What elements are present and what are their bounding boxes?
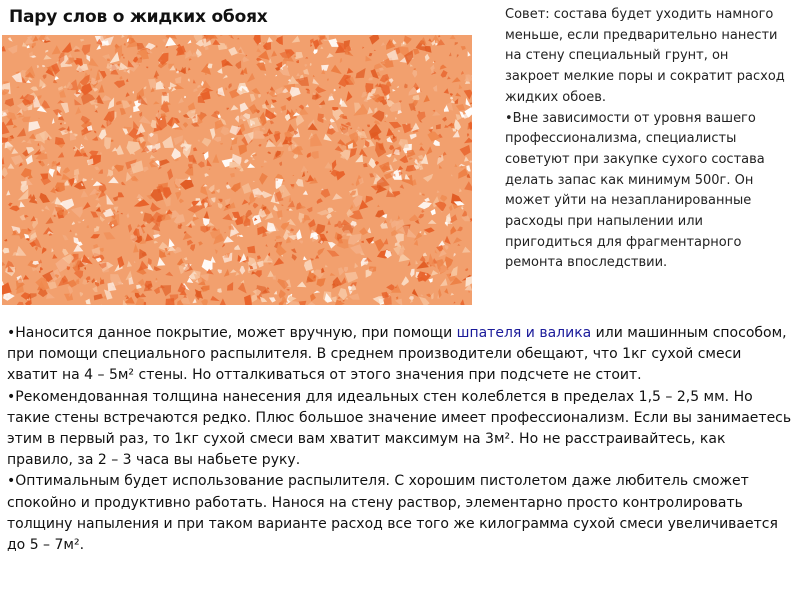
liquid-wallpaper-texture-image [2, 35, 472, 305]
bullet-paragraph-3: • Оптимальным будет использование распылителя. С хорошим пистолетом даже любитель сможет спокойно и продуктивно работать. Нанося на стену раствор, элементарно просто контролировать толщину напыления и при таком варианте расход все того же килограмма сухой смеси увеличивается до 5 – 7м². [7, 471, 793, 556]
texture-flake [165, 298, 175, 305]
main-text [7, 323, 793, 556]
tip-box [505, 5, 787, 274]
texture-flake [82, 131, 84, 133]
texture-flake [217, 288, 222, 293]
bullet-1-text-end: или машинным способом, при помощи специального распылителя. В среднем производители обещают, что 1кг сухой смеси хватит на 4 – 5м² стены. Но отталкиваться от этого значения при подсчете не стоит. [7, 325, 787, 384]
tip-paragraph-1: Совет: состава будет уходить намного меньше, если предварительно нанести на стену специальный грунт, он закроет мелкие поры и сократит расход жидких обоев. [505, 7, 785, 105]
slide-title: Пару слов о жидких обоях [9, 7, 268, 27]
bullet-paragraph-1 [7, 323, 793, 387]
spatula-roller-link[interactable]: шпателя и валика [456, 325, 592, 341]
bullet-paragraph-2: • Рекомендованная толщина нанесения для идеальных стен колеблется в пределах 1,5 – 2,5 мм. Но такие стены встречаются редко. Плюс большое значение имеет профессионализм. Если вы занимаетесь этим в первый раз, то 1кг сухой смеси вам хватит максимум на 3м². Но не расстраивайтесь, как правило, за 2 – 3 часа вы набьете руку. [7, 387, 793, 472]
tip-paragraph-2: • Вне зависимости от уровня вашего профессионализма, специалисты советуют при закупке сухого состава делать запас как минимум 500г. Он может уйти на незапланированные расходы при напылении или пригодиться для фрагментарного ремонта впоследствии. [505, 109, 787, 275]
bullet-1-text-start: Наносится данное покрытие, может вручную, при помощи [15, 325, 457, 341]
texture-background [2, 35, 472, 305]
